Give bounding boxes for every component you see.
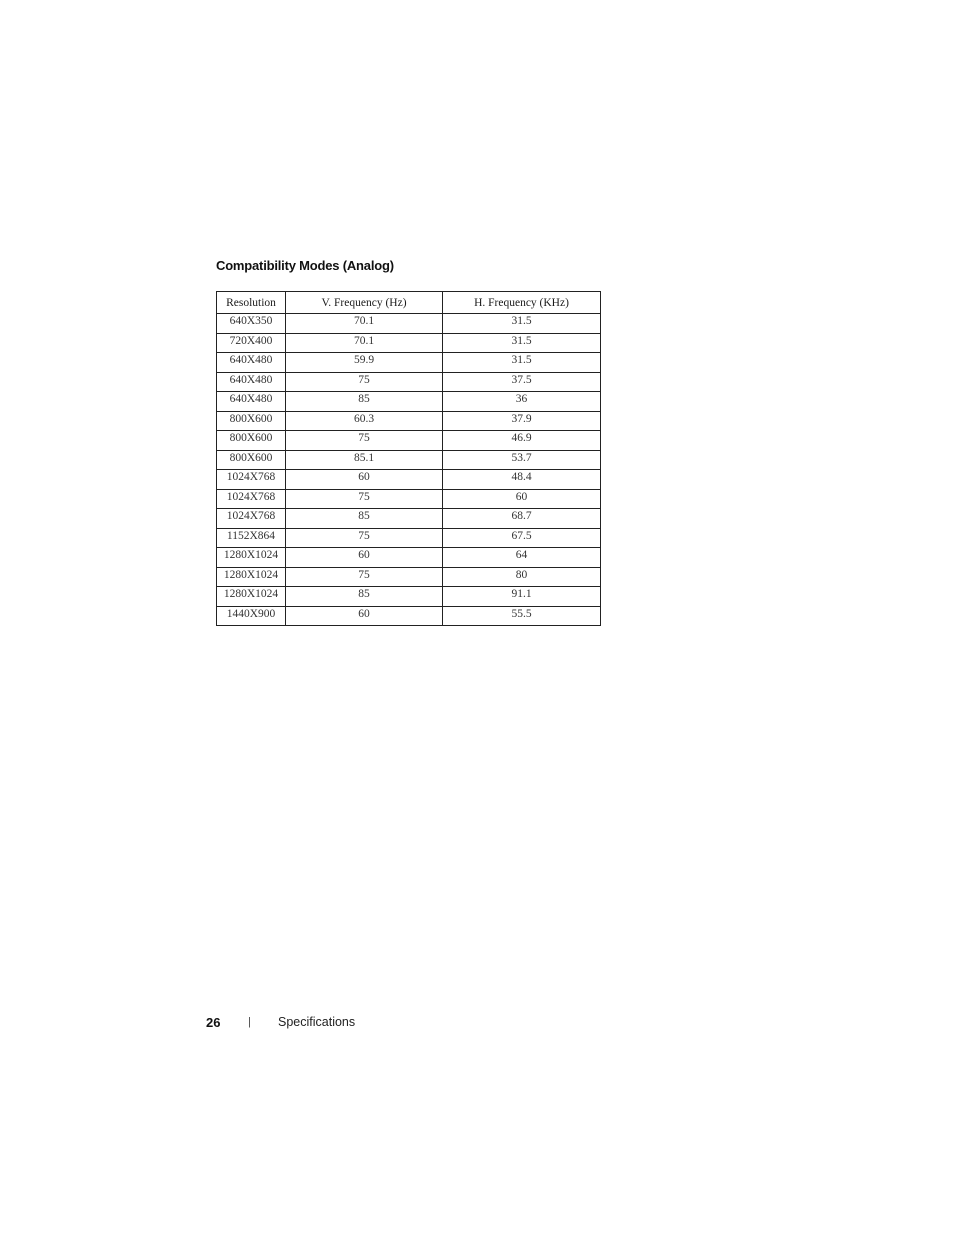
cell-h-frequency: 31.5 xyxy=(443,353,601,373)
table-row xyxy=(217,411,601,431)
table-row xyxy=(217,528,601,548)
table-row xyxy=(217,450,601,470)
cell-h-frequency: 46.9 xyxy=(443,431,601,451)
cell-v-frequency: 85 xyxy=(286,587,443,607)
cell-resolution: 1024X768 xyxy=(217,509,286,529)
cell-resolution: 640X480 xyxy=(217,353,286,373)
cell-h-frequency: 48.4 xyxy=(443,470,601,490)
cell-h-frequency: 37.9 xyxy=(443,411,601,431)
cell-v-frequency: 70.1 xyxy=(286,333,443,353)
table-row xyxy=(217,314,601,334)
cell-resolution: 1440X900 xyxy=(217,606,286,626)
cell-h-frequency: 91.1 xyxy=(443,587,601,607)
cell-v-frequency: 75 xyxy=(286,372,443,392)
table-header-row xyxy=(217,292,601,314)
cell-resolution: 1280X1024 xyxy=(217,548,286,568)
cell-resolution: 1152X864 xyxy=(217,528,286,548)
cell-resolution: 1024X768 xyxy=(217,489,286,509)
cell-h-frequency: 55.5 xyxy=(443,606,601,626)
header-v-frequency: V. Frequency (Hz) xyxy=(286,292,443,314)
cell-v-frequency: 70.1 xyxy=(286,314,443,334)
cell-resolution: 1280X1024 xyxy=(217,567,286,587)
table-row xyxy=(217,606,601,626)
table-row xyxy=(217,431,601,451)
cell-resolution: 640X480 xyxy=(217,372,286,392)
header-h-frequency: H. Frequency (KHz) xyxy=(443,292,601,314)
cell-v-frequency: 85.1 xyxy=(286,450,443,470)
cell-resolution: 1024X768 xyxy=(217,470,286,490)
cell-resolution: 800X600 xyxy=(217,450,286,470)
cell-v-frequency: 75 xyxy=(286,567,443,587)
table-row xyxy=(217,333,601,353)
table-row xyxy=(217,372,601,392)
cell-v-frequency: 60.3 xyxy=(286,411,443,431)
cell-h-frequency: 31.5 xyxy=(443,314,601,334)
cell-h-frequency: 53.7 xyxy=(443,450,601,470)
cell-resolution: 1280X1024 xyxy=(217,587,286,607)
cell-h-frequency: 36 xyxy=(443,392,601,412)
page-number: 26 xyxy=(206,1015,221,1030)
cell-h-frequency: 37.5 xyxy=(443,372,601,392)
cell-resolution: 800X600 xyxy=(217,411,286,431)
cell-h-frequency: 64 xyxy=(443,548,601,568)
footer-divider: | xyxy=(248,1016,251,1028)
cell-resolution: 640X350 xyxy=(217,314,286,334)
cell-v-frequency: 75 xyxy=(286,489,443,509)
cell-v-frequency: 59.9 xyxy=(286,353,443,373)
table-row xyxy=(217,470,601,490)
cell-v-frequency: 60 xyxy=(286,548,443,568)
cell-h-frequency: 68.7 xyxy=(443,509,601,529)
table-row xyxy=(217,567,601,587)
cell-resolution: 640X480 xyxy=(217,392,286,412)
cell-v-frequency: 75 xyxy=(286,431,443,451)
cell-v-frequency: 75 xyxy=(286,528,443,548)
cell-v-frequency: 85 xyxy=(286,392,443,412)
cell-h-frequency: 60 xyxy=(443,489,601,509)
section-title: Compatibility Modes (Analog) xyxy=(216,258,394,273)
table-row xyxy=(217,548,601,568)
table-row xyxy=(217,587,601,607)
cell-resolution: 800X600 xyxy=(217,431,286,451)
table-row xyxy=(217,353,601,373)
table-row xyxy=(217,392,601,412)
compatibility-modes-table xyxy=(216,291,601,626)
cell-h-frequency: 67.5 xyxy=(443,528,601,548)
table-row xyxy=(217,509,601,529)
cell-v-frequency: 60 xyxy=(286,606,443,626)
cell-h-frequency: 80 xyxy=(443,567,601,587)
footer-section-name: Specifications xyxy=(278,1015,356,1029)
cell-v-frequency: 60 xyxy=(286,470,443,490)
cell-v-frequency: 85 xyxy=(286,509,443,529)
table-row xyxy=(217,489,601,509)
cell-resolution: 720X400 xyxy=(217,333,286,353)
table-body xyxy=(217,314,601,626)
cell-h-frequency: 31.5 xyxy=(443,333,601,353)
header-resolution: Resolution xyxy=(217,292,286,314)
